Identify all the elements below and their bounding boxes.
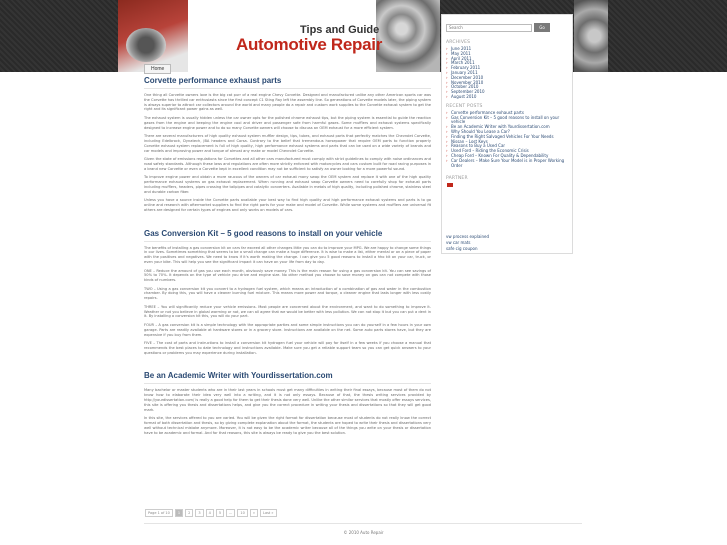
nav-home-link[interactable]: Home <box>144 64 171 74</box>
main-content <box>144 76 431 439</box>
post <box>144 229 431 356</box>
tag-link[interactable]: vw car mats <box>446 240 471 245</box>
pagination-ellipsis: ... <box>226 509 235 517</box>
post-paragraph: ONE – Reduce the amount of gas you use each month, obviously save money. This is the main reason for using a gas conversion kit. You can see savings of 50% to 70%. It depends on the type of vehicle you drive and engine size. No other method you choose to save money on gas can not compete with those kinds of numbers. <box>144 268 431 283</box>
archive-link[interactable]: › April 2011 <box>446 57 568 62</box>
header-engine-image <box>376 0 440 72</box>
recent-post-link[interactable]: › Corvette performance exhaust parts <box>446 111 568 116</box>
post <box>144 76 431 213</box>
post-paragraph: TWO – Using a gas conversion kit you convert to a hydrogen fuel system, which means an introduction of a combination of gas and water in the combustion chamber. By doing this, you will have a cleaner burning fuel mixture. This means more power and torque, a cleaner engine that lasts longer with less costly repairs. <box>144 286 431 301</box>
site-title[interactable]: Automotive Repair <box>236 35 383 54</box>
post-paragraph: FIVE – The cost of parts and instructions to install a conversion kit hydrogen fuel your vehicle will pay for itself in a few weeks if you choose a manual that recommends the best places to date technology and instructions available. Make sure you get a reliable support team so you can get quick answers to your questions or problems you may experience during installation. <box>144 341 431 355</box>
pagination-page-link[interactable]: 4 <box>206 509 214 517</box>
archive-link[interactable]: › December 2010 <box>446 76 568 81</box>
archive-link[interactable]: › May 2011 <box>446 52 568 57</box>
recent-post-link[interactable]: › Car Dealers – Make Sure Your Model is in Proper Working Order <box>446 159 568 169</box>
pagination-page-link[interactable]: 10 <box>237 509 247 517</box>
post-title[interactable]: Be an Academic Writer with Yourdissertation.com <box>144 371 431 384</box>
archive-link[interactable]: › October 2010 <box>446 85 568 90</box>
recent-post-link[interactable]: › Used Ford – Riding the Economic Crisis <box>446 149 568 154</box>
partner-heading: PARTNER <box>446 176 468 182</box>
archive-link[interactable]: › September 2010 <box>446 90 568 95</box>
archive-link[interactable]: › January 2011 <box>446 71 568 76</box>
pagination-page-link[interactable]: 5 <box>216 509 224 517</box>
post-paragraph: The benefits of installing a gas conversion kit on cars far exceed all other changes little you can do to improve your MPG. We are happy to change some things in our lives. Sometimes something that seems to be a small change can make a huge difference. It is wise to make a list, either mental or on a piece of paper with the positives and negatives. We need to know if it's worth making the change. I can give you 5 good reasons to install a hho kit on your car, truck, or even your bike. This will help you see the significant impact it can have on your life from day to day. <box>144 245 431 264</box>
search-input[interactable] <box>446 24 532 32</box>
recent-post-link[interactable]: › Cheap Ford – Known For Quality & Dependability <box>446 154 568 159</box>
pagination-page-link[interactable]: 2 <box>185 509 193 517</box>
post-paragraph: THREE – You will significantly reduce your vehicle emissions. Most people are concerned about the environment, and want to do something to improve it. Weather or not you believe in global warming or not, we can all agree that we would be better with less pollution. We can not stop it but you can put a dent in it. By installing a conversion kit this, you will do your part. <box>144 304 431 319</box>
post-paragraph: FOUR – A gas conversion kit is a simple technology with the appropriate parties and some simple instructions you can do yourself in a few hours in your own garage. Parts are readily available at hardware stores or in a grocery store. Instructions are available on the net. Some auto parts stores have, but they are expensive if you buy from them. <box>144 323 431 337</box>
post-title[interactable]: Corvette performance exhaust parts <box>144 76 431 89</box>
archives-heading: ARCHIVES <box>446 40 471 45</box>
post-paragraph: Many bachelor or master students who are in their last years in schools must get many difficulties in writing their final essays, because most of them do not know how to elaborate their idea very well into a writing, and it is not only essays. Because of that, the thesis writing services provided by http://yourdissertation.com/ is really a good help for them to get their thesis done very well. Unlike the other similar services that mostly offer essays services, this site is offering you thesis and dissertations helps, and give you the correct procedure in writing your thesis and dissertations so that they will get good mark. <box>144 388 431 412</box>
recent-post-link[interactable]: › Be an Academic Writer with Yourdissertation.com <box>446 125 568 130</box>
post-paragraph: One thing all Corvette owners love is the big cat purr of a real engine Chevy Corvette. Designed and manufactured unlike any other American sports car was the Corvette has thrilled car enthusiasts since the first concept C1 Sting Ray left the assembly line. So generations of Corvette models later, the piping system is always superior to attract car collectors around the world and many people do a repair and custom work supplies to the Corvette exhaust system to get the right and its significant power gains as well. <box>144 93 431 112</box>
post-paragraph: In this site, the services offered to you are varied. You will be given the right format for dissertation because most of students do not really know the correct format of both dissertation and thesis, so by giving complete explanation about the format, the students are hoped to write their thesis and dissertations very well without technical mistake anymore. Moreover, it is not easy to be the academic writer because all of the things you write on your thesis or dissertation have to be academic and formal. And for that reasons, this site is always be ready to give you the best solution. <box>144 416 431 435</box>
archive-link[interactable]: › June 2011 <box>446 47 568 52</box>
recent-post-link[interactable]: › Finding the Right Salvaged Vehicles For Your Needs <box>446 135 568 140</box>
footer-copyright: © 2010 Auto Repair <box>343 530 384 535</box>
post <box>144 371 431 435</box>
sidebar <box>441 14 573 254</box>
post-paragraph: To improve engine power and obtain a more raucous of the owners of car exhaust many swap the OEM system and replace it with one of the high quality performance exhaust systems on gas exhaust replacement. When running and exhaust swap Corvette owners need to carefully shop for exhaust parts including mufflers, headers, pipes crossing the tailpipes and catalytic converters. Available in metals of high quality, including polished chrome, stainless steel and durable carbon fiber. <box>144 175 431 194</box>
pagination-last-link[interactable]: Last » <box>260 509 277 517</box>
post-paragraph: Given the state of emissions regulations for Corvettes and all other cars manufactured must comply with strict guidelines to comply with noise ordinances and road safety standards. Although these laws and regulations are often more strictly enforced with motorcycles and cars custom built for road racing purposes in a brand new Corvette or even a Corvette kept in excellent condition may not be sufficient to satisfy an owner looking for a more powerful sound. <box>144 157 431 171</box>
archive-link[interactable]: › August 2010 <box>446 95 568 100</box>
post-title[interactable]: Gas Conversion Kit – 5 good reasons to install on your vehicle <box>144 229 431 242</box>
post-paragraph: There are several manufacturers of high quality exhaust system muffler design, tips, tubes, and exhaust parts that perfectly matches the Chevrolet Corvette, including Edelbrock, Dynatech, JBA headers and Corsa. Contrary to the belief that tremendous horsepower that require OEM parts to function properly Corvette exhaust system replacement is full of high quality, high performance exhaust systems and parts that can be used on a wide variety of brands and car models and improving power and torque of almost any make or model Chevrolet Corvette. <box>144 134 431 153</box>
pagination-info: Page 1 of 10 <box>145 509 173 517</box>
pagination-next-link[interactable]: » <box>250 509 258 517</box>
archive-link[interactable]: › November 2010 <box>446 81 568 86</box>
recent-post-link[interactable]: › Why Should You Lease a Car? <box>446 130 568 135</box>
pagination-current-page: 1 <box>175 509 183 517</box>
recent-post-link[interactable]: › Reasons to Buy a Used Car <box>446 144 568 149</box>
tag-link[interactable]: vw process explained <box>446 234 490 239</box>
pagination <box>145 509 277 517</box>
archives-list <box>446 47 568 100</box>
archive-link[interactable]: › February 2011 <box>446 66 568 71</box>
recent-posts-heading: RECENT POSTS <box>446 103 483 109</box>
recent-post-link[interactable]: › Gas Conversion Kit – 5 good reasons to install on your vehicle <box>446 116 568 126</box>
recent-posts-list <box>446 111 568 169</box>
archive-link[interactable]: › March 2011 <box>446 61 568 66</box>
post-paragraph: Unless you have a source inside the Corvette parts available your best way to find high quality and high performance exhaust systems and parts is to go online and research with aftermarket suppliers to find the right parts for your make and model of Corvette. While some systems and mufflers are universal fit others are designed for certain types of engines and only works on models of cars. <box>144 198 431 212</box>
header-car-image <box>118 0 188 72</box>
partner-badge-icon[interactable] <box>447 183 453 187</box>
main-nav <box>144 64 171 72</box>
search-button[interactable]: Go <box>534 23 550 32</box>
pagination-page-link[interactable]: 3 <box>195 509 203 517</box>
recent-post-link[interactable]: › Nissan – Lost Keys <box>446 140 568 145</box>
tag-link[interactable]: safe cig coupon <box>446 246 478 251</box>
header-engine-image-right <box>574 0 608 72</box>
post-paragraph: The exhaust system is usually hidden unless the car owner opts for the polished chrome exhaust tips, but the piping system is essential to guide the reaction gases from the engine and keeping the engine cool and driver and passenger safe from harmful gases. Some mufflers and exhaust systems specifically designed to increase engine power and to do so many Corvette owners will choose to discuss an OEM exhaust for a more efficient system. <box>144 115 431 130</box>
search-form <box>446 23 568 32</box>
site-tagline: Tips and Guide <box>300 24 380 36</box>
footer-divider <box>144 523 582 524</box>
